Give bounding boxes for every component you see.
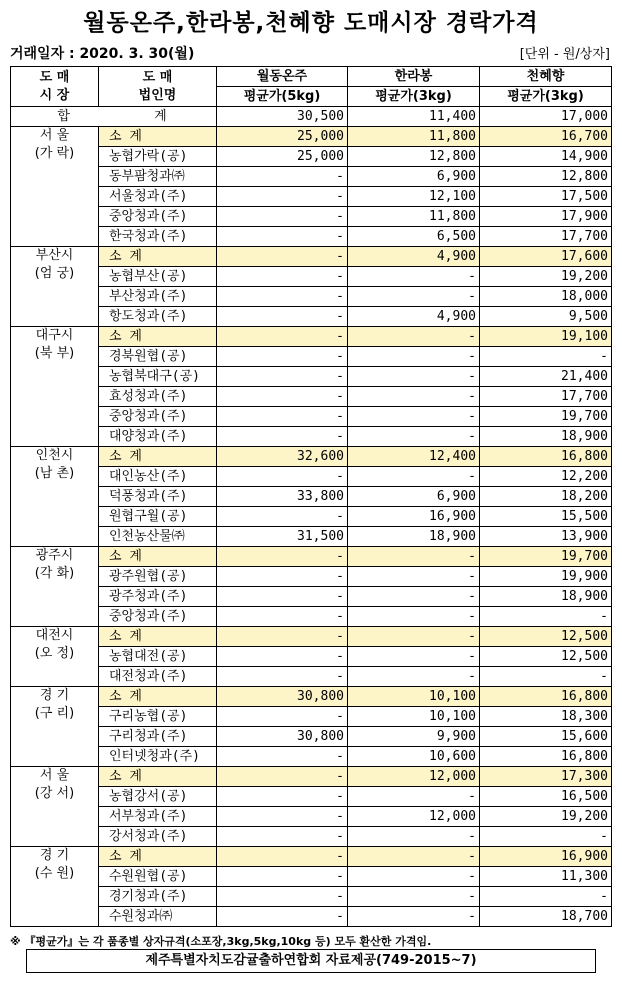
corp-name: 효성청과(주)	[99, 387, 217, 407]
corp-name: 원협구월(공)	[99, 507, 217, 527]
subtotal-row	[11, 247, 612, 267]
corp-name: 농협대전(공)	[99, 647, 217, 667]
price-value-3: 15,600	[480, 727, 612, 747]
total-row	[11, 107, 612, 127]
market-cell	[11, 127, 99, 247]
page-title: 월동온주,한라봉,천혜향 도매시장 경락가격	[83, 10, 539, 36]
header-corp	[99, 67, 217, 107]
price-value-2: -	[348, 427, 480, 447]
price-value-3: 16,700	[480, 127, 612, 147]
table-row	[11, 907, 612, 927]
table-row	[11, 347, 612, 367]
price-value-3: 16,900	[480, 847, 612, 867]
price-value-2: -	[348, 327, 480, 347]
total-label: 합 계	[11, 107, 217, 127]
table-row	[11, 367, 612, 387]
price-value-1: -	[217, 187, 348, 207]
market-district: (구 리)	[34, 706, 75, 721]
price-value-1: -	[217, 747, 348, 767]
corp-name: 동부팜청과㈜	[99, 167, 217, 187]
price-value-2: -	[348, 407, 480, 427]
corp-name: 농협부산(공)	[99, 267, 217, 287]
corp-name: 부산청과(주)	[99, 287, 217, 307]
table-row	[11, 727, 612, 747]
table-row	[11, 147, 612, 167]
price-value-1: -	[217, 667, 348, 687]
price-value-2: -	[348, 647, 480, 667]
price-value-1: -	[217, 227, 348, 247]
price-value-1: -	[217, 267, 348, 287]
corp-name: 경북원협(공)	[99, 347, 217, 367]
price-value-1: -	[217, 247, 348, 267]
price-value-3: 19,700	[480, 547, 612, 567]
corp-name: 항도청과(주)	[99, 307, 217, 327]
price-value-1: 25,000	[217, 127, 348, 147]
price-value-2: -	[348, 867, 480, 887]
price-value-2: -	[348, 387, 480, 407]
table-row	[11, 807, 612, 827]
market-district: (오 정)	[34, 646, 75, 661]
trade-date: 거래일자 : 2020. 3. 30(월)	[10, 46, 195, 62]
corp-name: 대인농산(주)	[99, 467, 217, 487]
market-district: (남 촌)	[34, 466, 75, 481]
price-value-1: -	[217, 847, 348, 867]
price-value-2: -	[348, 627, 480, 647]
table-row	[11, 167, 612, 187]
price-value-2: 18,900	[348, 527, 480, 547]
market-name: 대구시	[35, 328, 74, 343]
market-cell	[11, 327, 99, 447]
corp-name: 농협북대구(공)	[99, 367, 217, 387]
price-value-2: 6,500	[348, 227, 480, 247]
price-value-3: 19,200	[480, 267, 612, 287]
price-value-1: -	[217, 607, 348, 627]
price-value-1: -	[217, 287, 348, 307]
price-value-2: -	[348, 607, 480, 627]
price-value-2: -	[348, 907, 480, 927]
price-value-2: -	[348, 587, 480, 607]
price-value-2: -	[348, 267, 480, 287]
market-district: (북 부)	[34, 346, 75, 361]
unit-label: [단위 - 원/상자]	[519, 47, 610, 62]
table-row	[11, 427, 612, 447]
price-value-2: 12,100	[348, 187, 480, 207]
price-value-3: -	[480, 347, 612, 367]
price-value-3: 17,600	[480, 247, 612, 267]
price-value-2: -	[348, 567, 480, 587]
subtotal-row	[11, 447, 612, 467]
price-value-1: -	[217, 807, 348, 827]
price-value-2: -	[348, 287, 480, 307]
price-value-1: 31,500	[217, 527, 348, 547]
price-value-2: 12,000	[348, 767, 480, 787]
price-value-2: -	[348, 827, 480, 847]
header-product-1: 월동온주	[217, 67, 348, 87]
subtotal-label: 소 계	[99, 247, 217, 267]
price-value-3: 19,700	[480, 407, 612, 427]
corp-name: 수원청과㈜	[99, 907, 217, 927]
price-value-3: 14,900	[480, 147, 612, 167]
price-value-3: 19,900	[480, 567, 612, 587]
price-value-3: 17,300	[480, 767, 612, 787]
price-value-1: -	[217, 367, 348, 387]
header-product-2: 한라봉	[348, 67, 480, 87]
subtotal-label: 소 계	[99, 327, 217, 347]
price-value-3: 16,800	[480, 447, 612, 467]
corp-name: 인천농산물㈜	[99, 527, 217, 547]
market-cell	[11, 627, 99, 687]
price-value-2: 12,400	[348, 447, 480, 467]
subtotal-row	[11, 627, 612, 647]
price-value-1: -	[217, 467, 348, 487]
corp-name: 광주청과(주)	[99, 587, 217, 607]
table-row	[11, 647, 612, 667]
price-value-1: 33,800	[217, 487, 348, 507]
price-value-3: 18,700	[480, 907, 612, 927]
price-value-1: -	[217, 627, 348, 647]
corp-name: 대전청과(주)	[99, 667, 217, 687]
table-row	[11, 787, 612, 807]
table-row	[11, 747, 612, 767]
price-value-1: -	[217, 567, 348, 587]
table-row	[11, 587, 612, 607]
table-row	[11, 527, 612, 547]
table-row	[11, 827, 612, 847]
price-value-3: 15,500	[480, 507, 612, 527]
price-value-3: 19,100	[480, 327, 612, 347]
header-corp-line2: 법인명	[138, 87, 177, 103]
table-row	[11, 867, 612, 887]
price-value-2: 11,800	[348, 207, 480, 227]
price-value-1: -	[217, 207, 348, 227]
subtotal-row	[11, 127, 612, 147]
corp-name: 중앙청과(주)	[99, 607, 217, 627]
market-district: (엄 궁)	[34, 266, 75, 281]
price-value-1: 32,600	[217, 447, 348, 467]
subtotal-label: 소 계	[99, 447, 217, 467]
price-value-1: -	[217, 587, 348, 607]
price-value-2: -	[348, 347, 480, 367]
market-name: 경 기	[39, 688, 70, 703]
corp-name: 강서청과(주)	[99, 827, 217, 847]
market-cell	[11, 447, 99, 547]
market-cell	[11, 547, 99, 627]
subtotal-label: 소 계	[99, 687, 217, 707]
price-value-3: 18,000	[480, 287, 612, 307]
market-cell	[11, 847, 99, 927]
price-value-2: -	[348, 367, 480, 387]
market-name: 경 기	[39, 848, 70, 863]
price-value-2: -	[348, 667, 480, 687]
total-value-1: 30,500	[217, 107, 348, 127]
table-row	[11, 667, 612, 687]
price-value-2: 6,900	[348, 167, 480, 187]
corp-name: 덕풍청과(주)	[99, 487, 217, 507]
price-value-3: 18,900	[480, 427, 612, 447]
price-value-2: 11,800	[348, 127, 480, 147]
price-value-2: -	[348, 787, 480, 807]
source-box: 제주특별자치도감귤출하연합회 자료제공(749-2015~7)	[26, 949, 596, 973]
price-value-3: 17,700	[480, 387, 612, 407]
price-value-1: -	[217, 387, 348, 407]
table-row	[11, 267, 612, 287]
corp-name: 구리농협(공)	[99, 707, 217, 727]
price-value-1: -	[217, 827, 348, 847]
subtotal-row	[11, 847, 612, 867]
header-price-3: 평균가(3kg)	[480, 87, 612, 107]
table-row	[11, 607, 612, 627]
corp-name: 한국청과(주)	[99, 227, 217, 247]
header-corp-line1: 도 매	[142, 69, 173, 85]
price-value-2: 6,900	[348, 487, 480, 507]
table-row	[11, 407, 612, 427]
price-value-3: -	[480, 827, 612, 847]
price-value-3: 16,500	[480, 787, 612, 807]
header-market	[11, 67, 99, 107]
price-table	[10, 66, 612, 927]
price-value-2: 12,800	[348, 147, 480, 167]
corp-name: 농협가락(공)	[99, 147, 217, 167]
price-value-1: -	[217, 707, 348, 727]
market-name: 서 울	[39, 768, 70, 783]
corp-name: 구리청과(주)	[99, 727, 217, 747]
price-value-3: 19,200	[480, 807, 612, 827]
market-name: 부산시	[35, 248, 74, 263]
subtotal-label: 소 계	[99, 847, 217, 867]
market-cell	[11, 687, 99, 767]
price-value-3: 18,900	[480, 587, 612, 607]
table-row	[11, 887, 612, 907]
footnote: ※ 『평균가』는 각 품종별 상자규격(소포장,3kg,5kg,10kg 등) 모두 환산한 가격임.	[10, 935, 432, 948]
price-value-3: 12,800	[480, 167, 612, 187]
subtotal-row	[11, 767, 612, 787]
subtotal-label: 소 계	[99, 627, 217, 647]
table-row	[11, 207, 612, 227]
header-price-2: 평균가(3kg)	[348, 87, 480, 107]
price-value-2: -	[348, 847, 480, 867]
price-value-1: -	[217, 427, 348, 447]
price-value-3: 12,200	[480, 467, 612, 487]
table-row	[11, 307, 612, 327]
price-value-3: 17,500	[480, 187, 612, 207]
total-value-3: 17,000	[480, 107, 612, 127]
subtotal-label: 소 계	[99, 547, 217, 567]
price-value-2: -	[348, 467, 480, 487]
corp-name: 경기청과(주)	[99, 887, 217, 907]
price-value-3: 11,300	[480, 867, 612, 887]
price-value-2: 12,000	[348, 807, 480, 827]
market-cell	[11, 767, 99, 847]
table-row	[11, 387, 612, 407]
header-price-1: 평균가(5kg)	[217, 87, 348, 107]
price-value-1: -	[217, 167, 348, 187]
table-row	[11, 507, 612, 527]
price-value-2: 16,900	[348, 507, 480, 527]
price-value-1: -	[217, 647, 348, 667]
table-row	[11, 487, 612, 507]
corp-name: 수원원협(공)	[99, 867, 217, 887]
subtotal-row	[11, 687, 612, 707]
market-district: (각 화)	[34, 566, 75, 581]
price-value-1: 30,800	[217, 687, 348, 707]
price-value-3: -	[480, 607, 612, 627]
price-value-1: -	[217, 787, 348, 807]
price-value-2: 9,900	[348, 727, 480, 747]
corp-name: 서부청과(주)	[99, 807, 217, 827]
price-value-3: 18,200	[480, 487, 612, 507]
subtotal-label: 소 계	[99, 767, 217, 787]
price-value-3: 21,400	[480, 367, 612, 387]
price-value-2: -	[348, 887, 480, 907]
table-row	[11, 467, 612, 487]
price-value-3: 16,800	[480, 687, 612, 707]
header-row-1	[11, 67, 612, 87]
price-value-3: -	[480, 667, 612, 687]
price-value-1: -	[217, 347, 348, 367]
table-row	[11, 187, 612, 207]
price-value-1: -	[217, 867, 348, 887]
table-row	[11, 707, 612, 727]
market-name: 광주시	[35, 548, 74, 563]
price-value-3: 17,900	[480, 207, 612, 227]
table-row	[11, 567, 612, 587]
price-value-1: -	[217, 507, 348, 527]
price-value-1: -	[217, 307, 348, 327]
subtotal-row	[11, 327, 612, 347]
corp-name: 중앙청과(주)	[99, 407, 217, 427]
price-value-3: 9,500	[480, 307, 612, 327]
price-value-1: -	[217, 327, 348, 347]
market-name: 서 울	[39, 128, 70, 143]
price-value-3: -	[480, 887, 612, 907]
header-market-line1: 도 매	[39, 69, 70, 85]
table-row	[11, 227, 612, 247]
total-value-2: 11,400	[348, 107, 480, 127]
corp-name: 중앙청과(주)	[99, 207, 217, 227]
corp-name: 인터넷청과(주)	[99, 747, 217, 767]
price-value-3: 12,500	[480, 627, 612, 647]
price-value-1: 30,800	[217, 727, 348, 747]
price-value-1: 25,000	[217, 147, 348, 167]
price-value-1: -	[217, 887, 348, 907]
market-district: (수 원)	[34, 866, 75, 881]
corp-name: 대양청과(주)	[99, 427, 217, 447]
price-value-2: 4,900	[348, 307, 480, 327]
corp-name: 서울청과(주)	[99, 187, 217, 207]
price-value-2: 4,900	[348, 247, 480, 267]
market-name: 대전시	[35, 628, 74, 643]
price-value-3: 18,300	[480, 707, 612, 727]
header-market-line2: 시 장	[39, 87, 70, 103]
corp-name: 농협강서(공)	[99, 787, 217, 807]
price-value-1: -	[217, 547, 348, 567]
header-product-3: 천혜향	[480, 67, 612, 87]
corp-name: 광주원협(공)	[99, 567, 217, 587]
market-cell	[11, 247, 99, 327]
price-value-1: -	[217, 767, 348, 787]
price-value-3: 16,800	[480, 747, 612, 767]
market-name: 인천시	[35, 448, 74, 463]
price-value-3: 17,700	[480, 227, 612, 247]
price-value-2: 10,100	[348, 707, 480, 727]
subtotal-label: 소 계	[99, 127, 217, 147]
price-value-1: -	[217, 907, 348, 927]
price-value-2: -	[348, 547, 480, 567]
market-district: (강 서)	[34, 786, 75, 801]
market-district: (가 락)	[34, 146, 75, 161]
price-value-3: 12,500	[480, 647, 612, 667]
table-row	[11, 287, 612, 307]
price-value-2: 10,600	[348, 747, 480, 767]
price-value-1: -	[217, 407, 348, 427]
subtotal-row	[11, 547, 612, 567]
price-value-2: 10,100	[348, 687, 480, 707]
price-value-3: 13,900	[480, 527, 612, 547]
